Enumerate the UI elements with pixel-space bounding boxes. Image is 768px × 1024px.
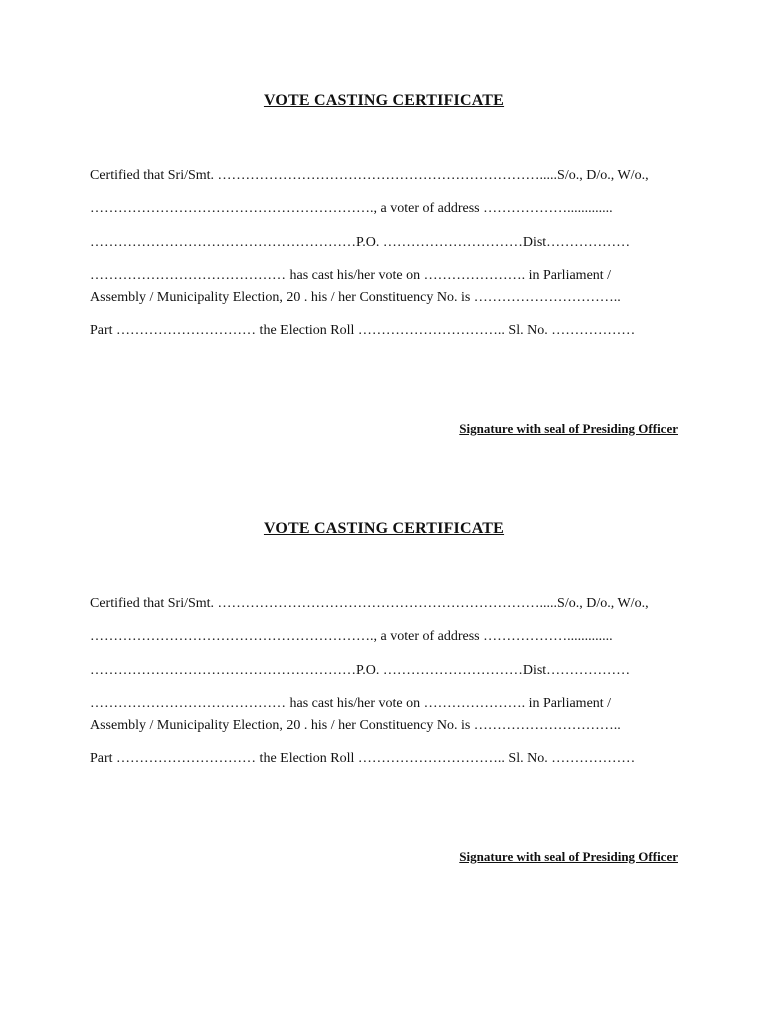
vote-cast-date-line: …………………………………… has cast his/her vote on …………………. in Parliament / xyxy=(90,268,612,283)
post-office-district-line: …………………………………………………P.O. …………………………Dist……………… xyxy=(90,663,631,678)
voter-address-line: ……………………………………………………., a voter of address ………………............. xyxy=(90,201,613,216)
election-roll-line: Part ………………………… the Election Roll ………………………….. Sl. No. ……………… xyxy=(90,751,636,766)
certified-name-line: Certified that Sri/Smt. …………………………………………………………….....S/o., D/o., W/o., xyxy=(90,168,649,183)
election-constituency-line: Assembly / Municipality Election, 20 . his / her Constituency No. is ………………………….. xyxy=(90,718,621,733)
certificate-title: VOTE CASTING CERTIFICATE xyxy=(263,92,505,109)
certificate-1 xyxy=(90,92,678,472)
election-roll-line: Part ………………………… the Election Roll ………………………….. Sl. No. ……………… xyxy=(90,323,636,338)
election-constituency-line: Assembly / Municipality Election, 20 . his / her Constituency No. is ………………………….. xyxy=(90,290,621,305)
voter-address-line: ……………………………………………………., a voter of address ………………............. xyxy=(90,629,613,644)
certificate-2 xyxy=(90,520,678,900)
vote-cast-date-line: …………………………………… has cast his/her vote on …………………. in Parliament / xyxy=(90,696,612,711)
presiding-officer-signature: Signature with seal of Presiding Officer xyxy=(459,849,678,864)
certificate-title: VOTE CASTING CERTIFICATE xyxy=(263,520,505,537)
post-office-district-line: …………………………………………………P.O. …………………………Dist……………… xyxy=(90,235,631,250)
presiding-officer-signature: Signature with seal of Presiding Officer xyxy=(459,421,678,436)
certified-name-line: Certified that Sri/Smt. …………………………………………………………….....S/o., D/o., W/o., xyxy=(90,596,649,611)
